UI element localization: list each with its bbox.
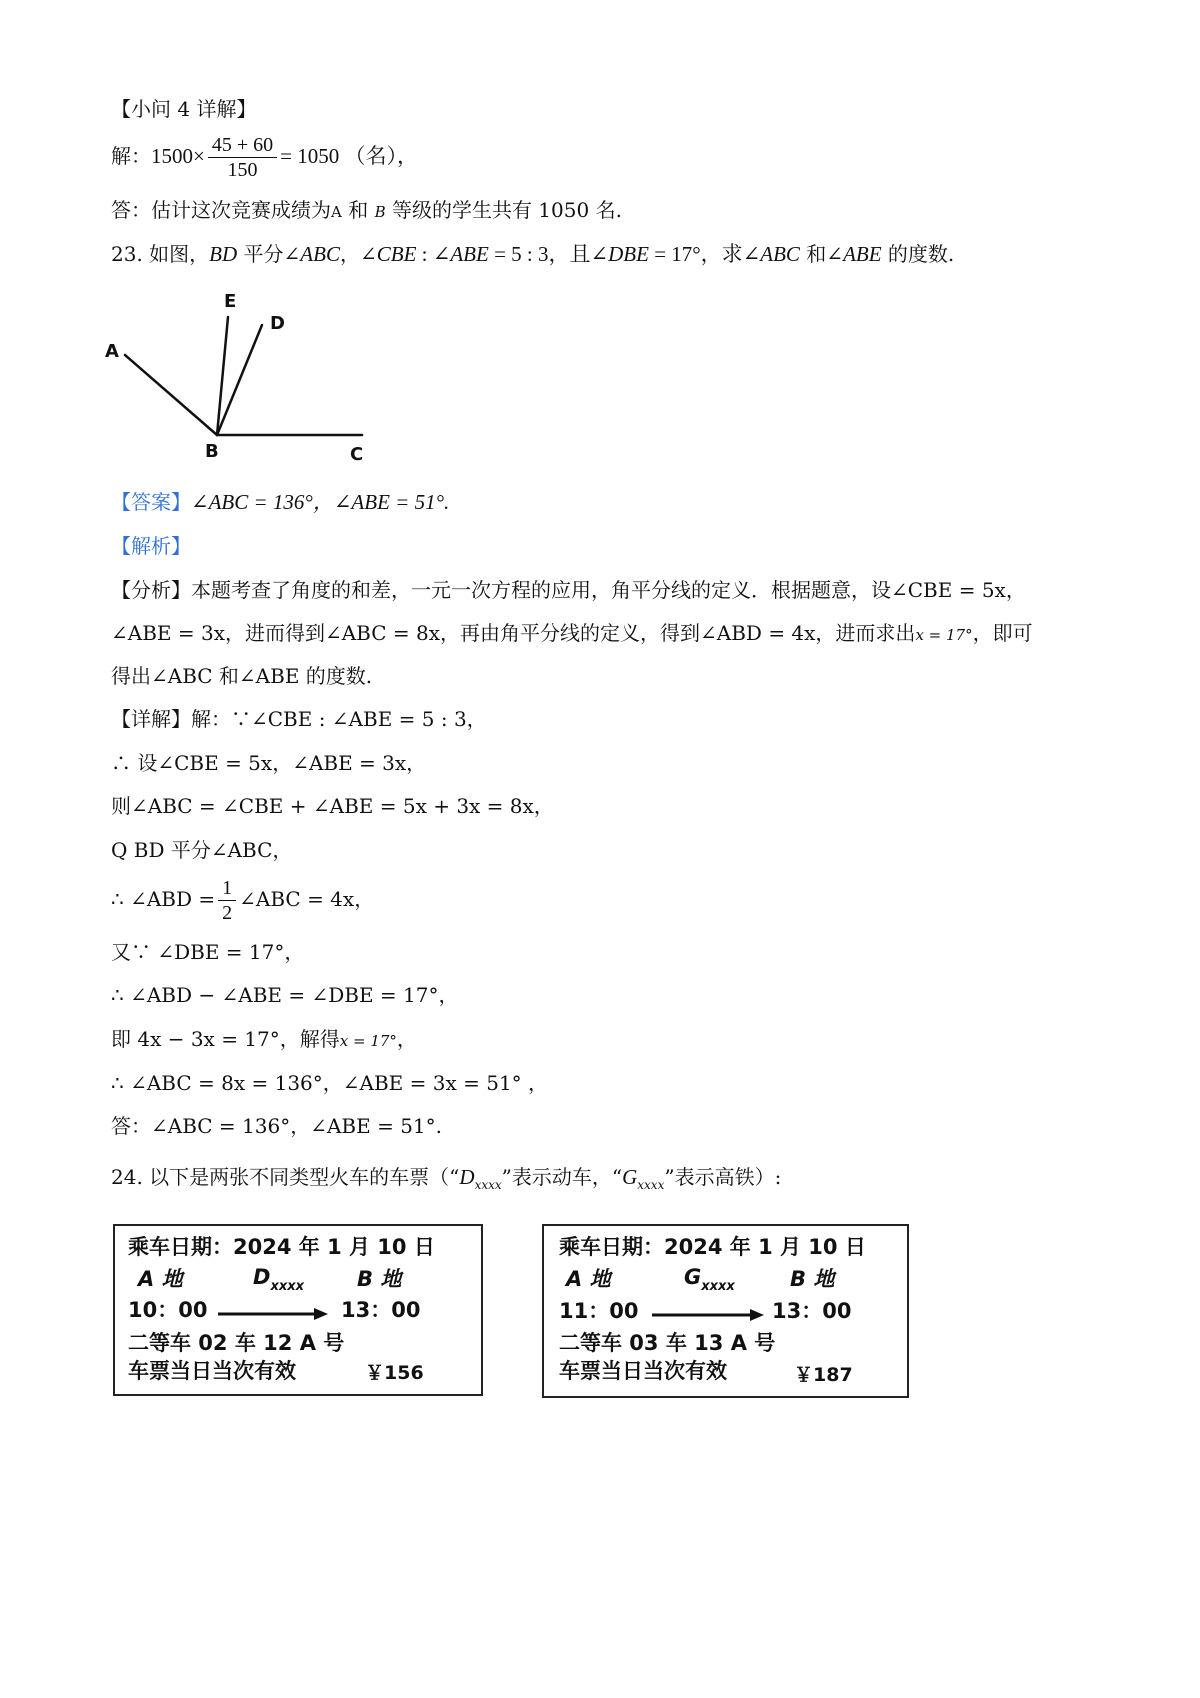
ray-bd xyxy=(217,325,262,435)
q23-detail-2: ∴ 设∠CBE = 5x，∠ABE = 3x， xyxy=(111,751,427,775)
ticket-g-train xyxy=(542,1224,909,1398)
fenxi-text: ∠ABE = 3x，进而得到∠ABC = 8x，再由角平分线的定义，得到∠ABD = 4x，进而求出 xyxy=(111,621,916,645)
answer-and: 和 xyxy=(341,198,375,222)
q24-stem xyxy=(111,1163,781,1199)
train-type: D xyxy=(253,1265,271,1289)
angle-figure xyxy=(100,285,400,470)
sol-denominator: 150 xyxy=(227,159,258,181)
stem-abc: ABC xyxy=(300,242,340,266)
train-sub: xxxx xyxy=(701,1279,735,1294)
q22-solution xyxy=(111,133,418,182)
q23-detail-1 xyxy=(111,705,487,733)
ticket-seat: 二等车 02 车 12 A 号 xyxy=(128,1331,345,1355)
sol-numerator: 45 + 60 xyxy=(208,133,277,158)
q23-fenxi-1 xyxy=(111,576,1026,604)
fenxi-tag: 【分析】 xyxy=(111,578,191,602)
q23-analysis-tag xyxy=(111,532,191,560)
q23-detail-8 xyxy=(111,1025,417,1055)
detail-x-value: x = 17° xyxy=(339,1032,397,1050)
q23-detail-9: ∴ ∠ABC = 8x = 136°，∠ABE = 3x = 51° ， xyxy=(111,1071,549,1095)
ticket-date: 乘车日期：2024 年 1 月 10 日 xyxy=(128,1235,435,1259)
train-type: G xyxy=(684,1265,702,1289)
q24-text: 24. 以下是两张不同类型火车的车票（“ xyxy=(111,1165,460,1189)
q24-d-sub: xxxx xyxy=(474,1178,502,1192)
stem-bd: BD xyxy=(209,242,238,266)
stem-text: 如图， xyxy=(142,242,210,266)
q23-detail-4: Q BD 平分∠ABC， xyxy=(111,838,293,862)
grade-b: B xyxy=(374,203,386,221)
ticket-train-no xyxy=(253,1264,304,1300)
ticket-from: A 地 xyxy=(138,1267,183,1291)
q23-number: 23. xyxy=(111,242,143,266)
half-fraction xyxy=(218,876,236,925)
stem-dbe: DBE xyxy=(608,242,649,266)
ticket-price: ￥187 xyxy=(794,1364,853,1386)
ticket-depart: 11：00 xyxy=(559,1299,639,1323)
stem-abe: ABE xyxy=(843,242,882,266)
answer-text-a: 答：估计这次竞赛成绩为 xyxy=(111,198,331,222)
detail-text: ， xyxy=(396,1027,417,1051)
detail-text: 解：∵∠CBE : ∠ABE = 5 : 3， xyxy=(191,707,487,731)
sol-prefix: 解： xyxy=(111,144,151,168)
q23-answer xyxy=(111,488,449,516)
fenxi-text: ，即可 xyxy=(972,621,1033,645)
q24-text: ”表示动车，“ xyxy=(501,1165,623,1189)
stem-text: = 5 : 3，且∠ xyxy=(488,242,609,266)
ticket-to: B 地 xyxy=(790,1267,835,1291)
label-e: E xyxy=(224,291,237,312)
stem-abc: ABC xyxy=(760,242,800,266)
stem-text: 的度数. xyxy=(881,242,955,266)
sol-rhs: = 1050 （名）， xyxy=(280,144,418,168)
detail-text: 即 4x − 3x = 17°，解得 xyxy=(111,1027,340,1051)
q23-fenxi-2 xyxy=(111,619,1033,649)
ticket-date: 乘车日期：2024 年 1 月 10 日 xyxy=(559,1235,866,1259)
q22-answer xyxy=(111,196,622,226)
answer-text-b: 等级的学生共有 1050 名. xyxy=(385,198,622,222)
ticket-d-train xyxy=(113,1224,483,1396)
stem-abe: ABE xyxy=(450,242,489,266)
ray-ba xyxy=(125,355,217,435)
q23-detail-5 xyxy=(111,876,374,925)
ticket-train-no xyxy=(684,1264,735,1300)
analysis-tag: 【解析】 xyxy=(111,534,191,558)
label-c: C xyxy=(350,444,364,465)
half-denominator: 2 xyxy=(222,902,233,924)
stem-text: ，∠ xyxy=(339,242,377,266)
ticket-to: B 地 xyxy=(357,1267,402,1291)
ray-be xyxy=(217,317,228,435)
q24-d-symbol: D xyxy=(459,1165,475,1189)
detail-tag: 【详解】 xyxy=(111,707,191,731)
sol-lhs: 1500× xyxy=(151,144,205,168)
stem-cbe: CBE xyxy=(376,242,417,266)
q23-detail-7: ∴ ∠ABD − ∠ABE = ∠DBE = 17°， xyxy=(111,983,459,1007)
fenxi-text: 本题考查了角度的和差，一元一次方程的应用，角平分线的定义．根据题意，设∠CBE = 5x， xyxy=(191,578,1026,602)
answer-tag: 【答案】 xyxy=(111,490,191,514)
ticket-valid: 车票当日当次有效 xyxy=(128,1359,296,1383)
ticket-from: A 地 xyxy=(566,1267,611,1291)
q24-text: ”表示高铁）: xyxy=(664,1165,782,1189)
half-numerator: 1 xyxy=(218,876,236,901)
q24-g-sub: xxxx xyxy=(637,1178,665,1192)
q23-detail-3: 则∠ABC = ∠CBE + ∠ABE = 5x + 3x = 8x， xyxy=(111,794,554,818)
q23-detail-6: 又∵ ∠DBE = 17°， xyxy=(111,940,305,964)
ticket-depart: 10：00 xyxy=(128,1298,208,1322)
label-b: B xyxy=(205,441,219,462)
q23-fenxi-3: 得出∠ABC 和∠ABE 的度数. xyxy=(111,664,373,688)
train-sub: xxxx xyxy=(270,1279,304,1294)
stem-text: = 17°，求∠ xyxy=(648,242,761,266)
ticket-arrive: 13：00 xyxy=(341,1298,421,1322)
label-a: A xyxy=(105,341,119,362)
arrow-icon xyxy=(652,1309,764,1321)
detail-text: ∴ ∠ABD = xyxy=(111,887,216,911)
fenxi-x-value: x = 17° xyxy=(915,626,973,644)
stem-text: : ∠ xyxy=(416,242,451,266)
ticket-price: ￥156 xyxy=(365,1362,424,1384)
stem-text: 和∠ xyxy=(799,242,844,266)
label-d: D xyxy=(270,313,285,334)
q23-stem xyxy=(111,240,954,268)
arrow-icon xyxy=(218,1308,328,1320)
grade-a: A xyxy=(331,203,342,221)
q22-heading: 【小问 4 详解】 xyxy=(111,97,257,121)
ticket-arrive: 13：00 xyxy=(772,1299,852,1323)
stem-text: 平分∠ xyxy=(237,242,301,266)
sol-fraction xyxy=(208,133,277,182)
ticket-valid: 车票当日当次有效 xyxy=(559,1359,727,1383)
q23-detail-10: 答：∠ABC = 136°，∠ABE = 51°. xyxy=(111,1114,442,1138)
ticket-seat: 二等车 03 车 13 A 号 xyxy=(559,1331,776,1355)
q24-g-symbol: G xyxy=(622,1165,638,1189)
detail-text: ∠ABC = 4x， xyxy=(239,887,375,911)
answer-text: ∠ABC = 136°，∠ABE = 51°. xyxy=(191,490,450,514)
